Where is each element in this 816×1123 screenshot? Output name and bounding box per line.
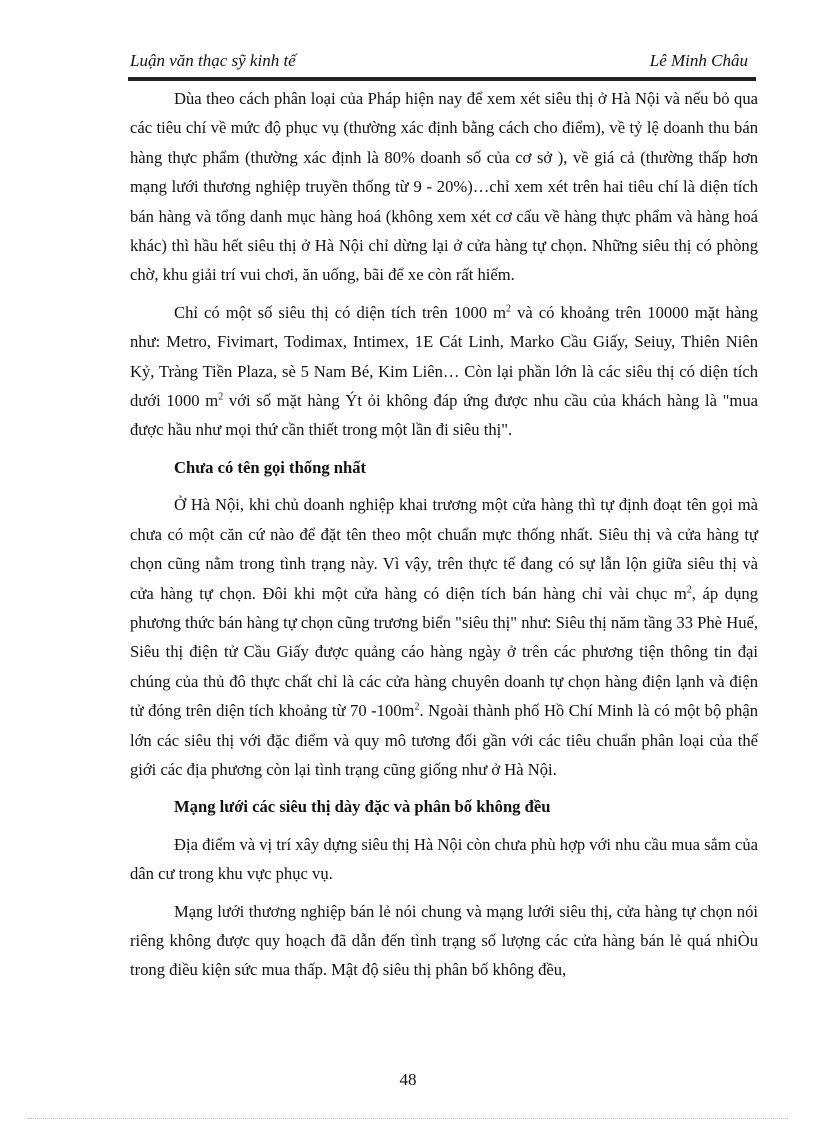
paragraph-location: Địa điểm và vị trí xây dựng siêu thị Hà Nội còn chưa phù hợp với nhu cầu mua sắm của dân cư trong khu vực phục vụ. bbox=[130, 834, 758, 884]
paragraph-classification: Dùa theo cách phân loại của Pháp hiện nay để xem xét siêu thị ở Hà Nội và nếu bỏ qua các tiêu chí về mức độ phục vụ (thường xác định bằng cách cho điểm), về tỷ lệ doanh thu bán hàng thực phẩm (thường xác định là 80% doanh số của cơ sở ), về giá cả (thường thấp hơn mạng lưới thương nghiệp truyền thống từ 9 - 20%)…chỉ xem xét trên hai tiêu chí là diện tích bán hàng và tổng danh mục hàng hoá (không xem xét cơ cấu về hàng thực phẩm và hàng hoá khác) thì hầu hết siêu thị ở Hà Nội chỉ dừng lại ở cửa hàng tự chọn. Những siêu thị có phòng chờ, khu giải trí vui chơi, ăn uống, bãi để xe còn rất hiếm. bbox=[130, 89, 758, 285]
page-number: 48 bbox=[399, 1070, 417, 1089]
paragraph-supermarket-area bbox=[130, 298, 758, 445]
text-run: Ở Hà Nội, khi chủ doanh nghiệp khai trương một cửa hàng thì tự định đoạt tên gọi mà chưa có một căn cứ nào để đặt tên theo một chuẩn mực thống nhất. Siêu thị và cửa hàng tự chọn cũng nằm trong tình trạng này. Vì vậy, trên thực tế đang có sự lẫn lộn giữa siêu thị và cửa hàng tự chọn. Đôi khi một cửa hàng có diện tích bán hàng chỉ vài chục m bbox=[130, 495, 758, 603]
page-header bbox=[130, 51, 752, 77]
text-run: với số mặt hàng Ýt ỏi không đáp ứng được nhu cầu của khách hàng là "mua được hầu như mọi thứ cần thiết trong một lần đi siêu thị". bbox=[130, 391, 758, 440]
footer-divider bbox=[28, 1118, 788, 1119]
text-run: , áp dụng phương thức bán hàng tự chọn cũng trương biển "siêu thị" như: Siêu thị năm tầng 33 Phè Huế, Siêu thị điện tử Cầu Giấy được quảng cáo hàng ngày ở trên các phương tiện thông tin đại chúng của thủ đô thực chất chỉ là các cửa hàng chuyên doanh tự chọn hàng điện lạnh và điện tử đóng trên diện tích khoảng từ 70 -100m bbox=[130, 583, 758, 721]
header-divider bbox=[128, 77, 756, 81]
text-run: . Ngoài thành phố Hồ Chí Minh là có một bộ phận lớn các siêu thị với đặc điểm và quy mô tương đối gần với các tiêu chuẩn phân loại của thế giới các địa phương còn lại tình trạng cũng giống như ở Hà Nội. bbox=[130, 701, 759, 779]
superscript: 2 bbox=[414, 701, 420, 713]
text-run: và có khoảng trên 10000 mặt hàng như: Metro, Fivimart, Todimax, Intimex, 1E Cát Linh, Marko Cầu Giấy, Seiuy, Thiên Niên Kỷ, Tràng Tiền Plaza, sè 5 Nam Bé, Kim Liên… Còn lại phần lớn là các siêu thị có diện tích dưới 1000 m bbox=[130, 302, 759, 411]
section-heading-network: Mạng lưới các siêu thị dày đặc và phân bố không đều bbox=[174, 797, 551, 817]
body-text bbox=[130, 84, 758, 993]
section-heading-naming: Chưa có tên gọi thống nhất bbox=[174, 457, 367, 477]
superscript: 2 bbox=[506, 303, 512, 315]
superscript: 2 bbox=[686, 583, 692, 595]
header-thesis-title: Luận văn thạc sỹ kinh tế bbox=[130, 51, 296, 70]
paragraph-naming bbox=[130, 490, 758, 784]
text-run: Chỉ có một số siêu thị có diện tích trên 1000 m bbox=[174, 302, 507, 322]
header-author: Lê Minh Châu bbox=[649, 51, 748, 70]
paragraph-retail-network: Mạng lưới thương nghiệp bán lẻ nói chung và mạng lưới siêu thị, cửa hàng tự chọn nói riêng không được quy hoạch đã dẫn đến tình trạng số lượng các cửa hàng bán lẻ quá nhiÒu trong điều kiện sức mua thấp. Mật độ siêu thị phân bố không đều, bbox=[130, 901, 758, 980]
superscript: 2 bbox=[218, 391, 224, 403]
